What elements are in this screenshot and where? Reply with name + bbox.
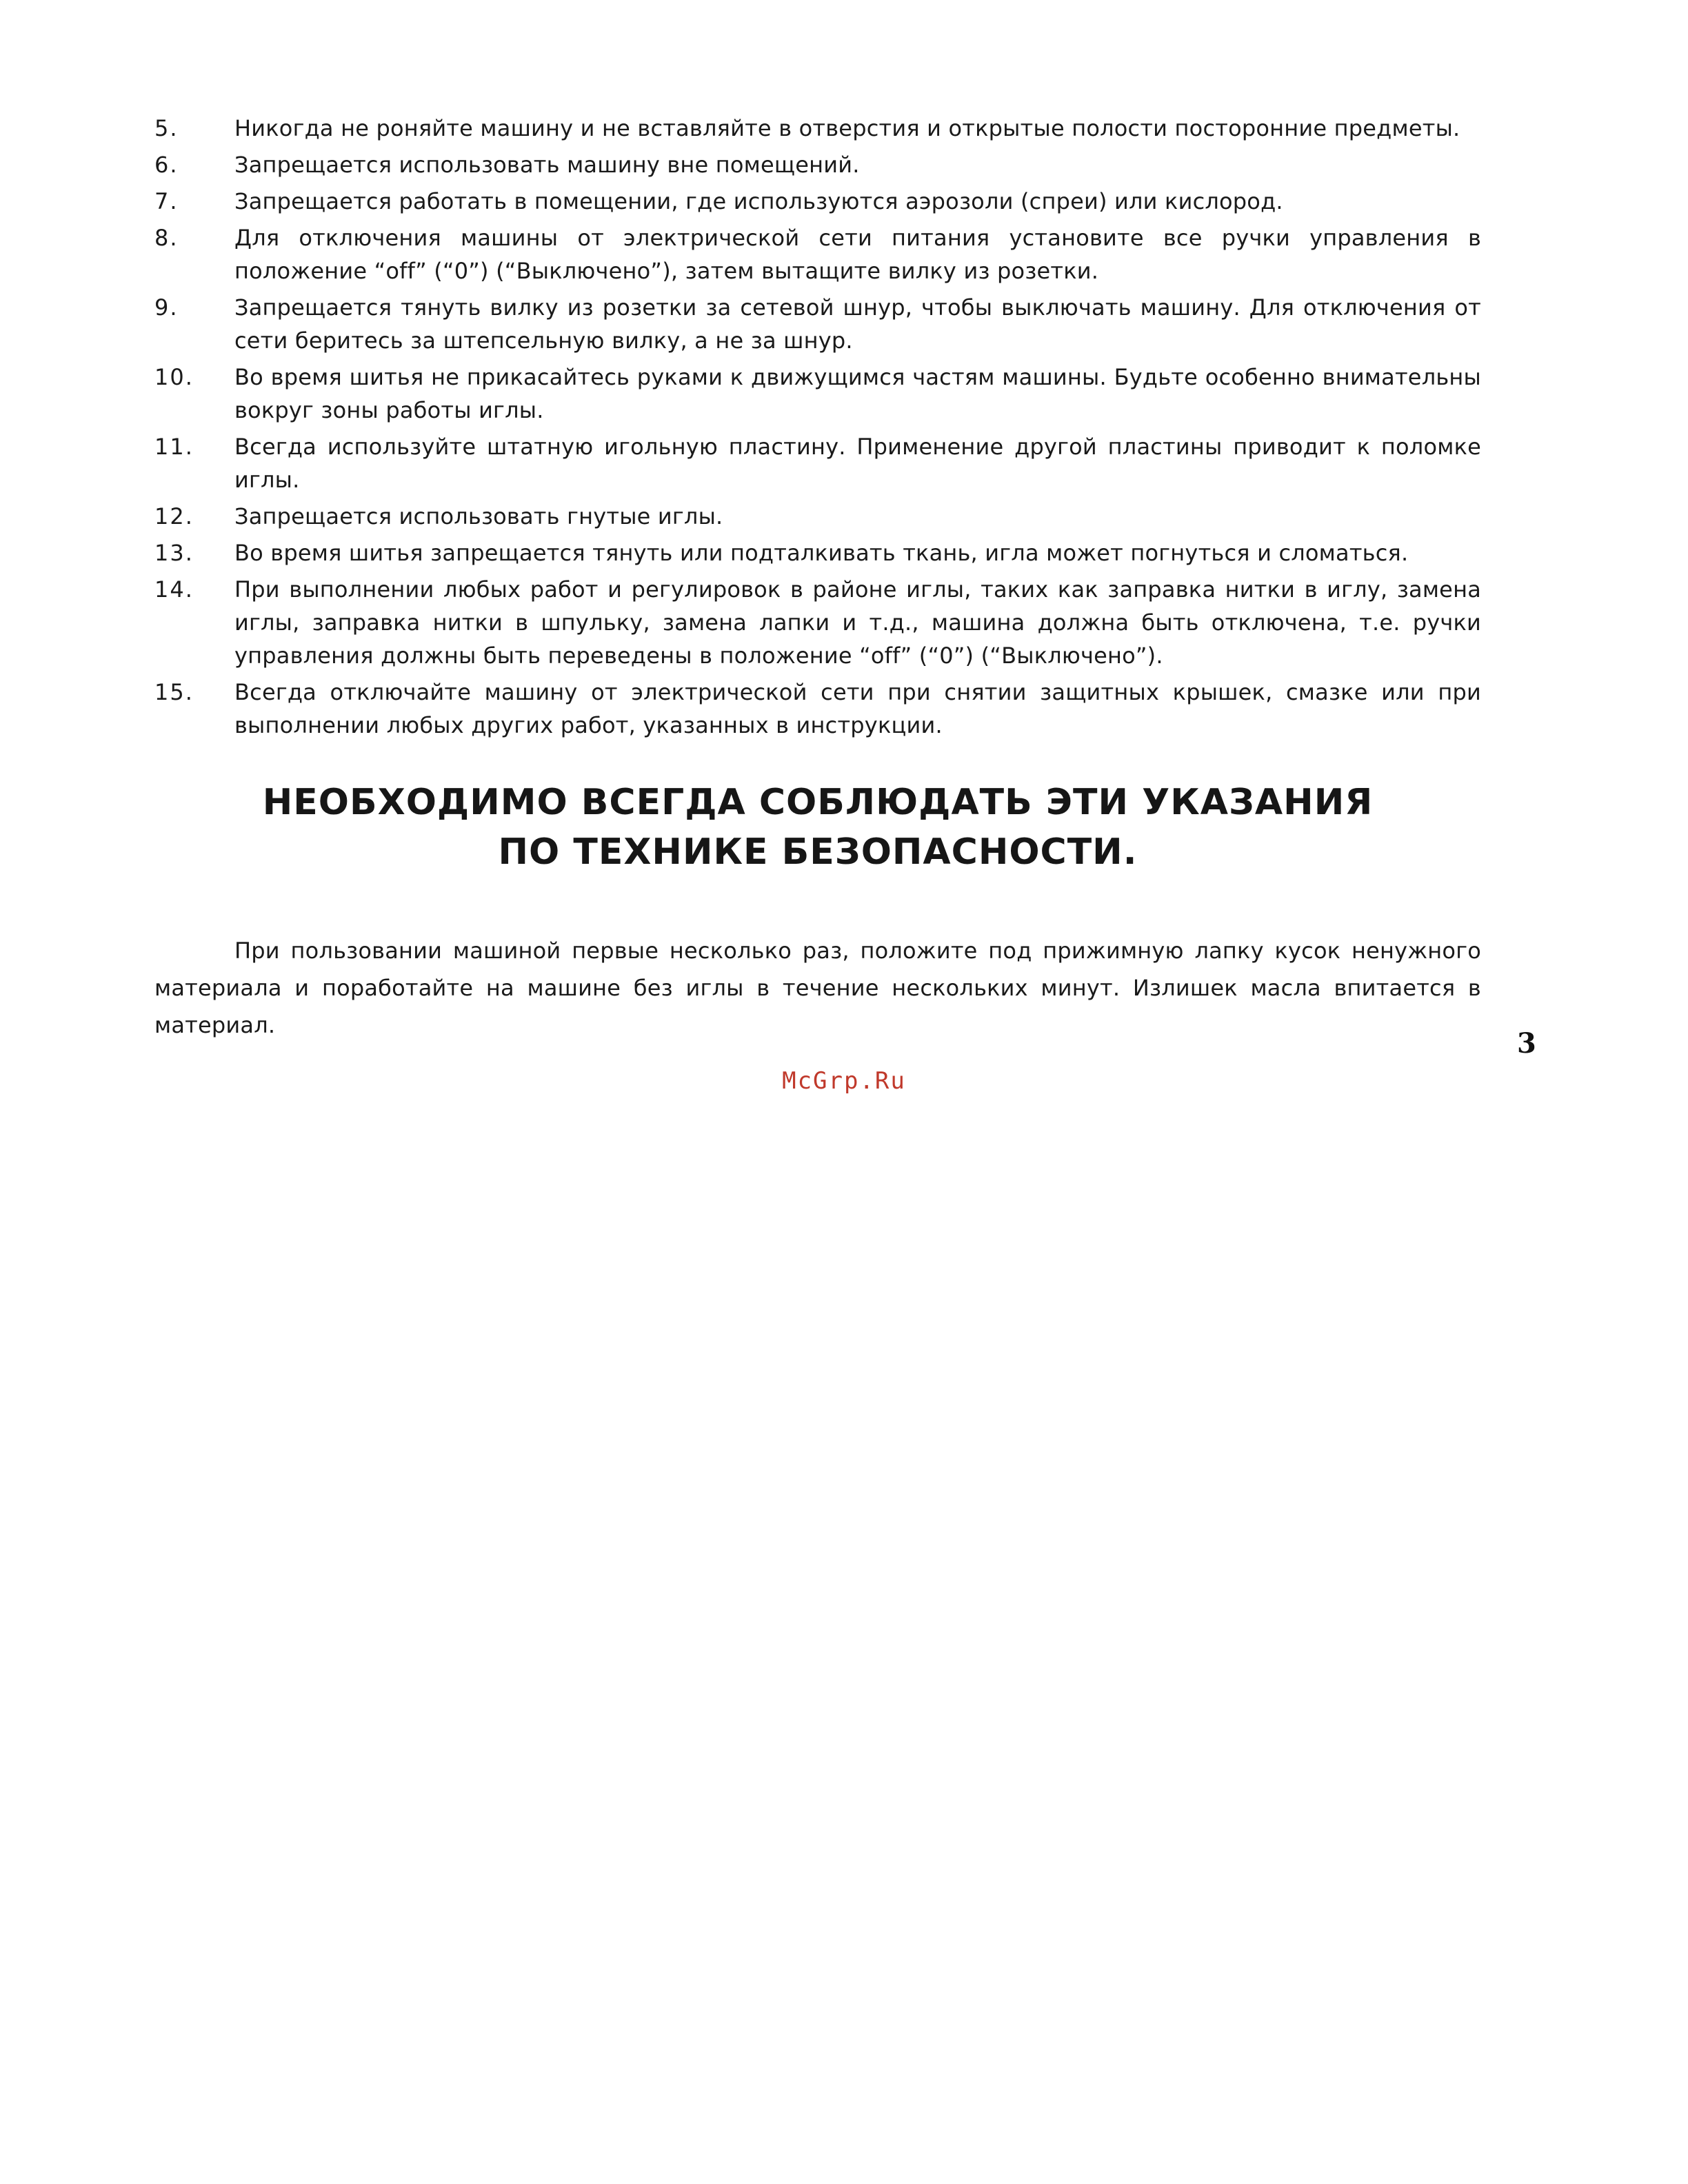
safety-instructions-list <box>154 112 1481 745</box>
list-item <box>154 361 1481 427</box>
item-text: Всегда отключайте машину от электрической сети при снятии защитных крышек, смазке или при выполнении любых других работ, указанных в инструкции. <box>234 679 1481 738</box>
watermark: McGrp.Ru <box>782 1067 906 1095</box>
first-use-paragraph: При пользовании машиной первые несколько раз, положите под прижимную лапку кусок ненужного материала и поработайте на машине без иглы в течение нескольких минут. Излишек масла впитается в материал. <box>154 938 1481 1038</box>
item-number: 15. <box>154 679 194 705</box>
list-item <box>154 112 1481 145</box>
list-item <box>154 148 1481 181</box>
item-number: 14. <box>154 576 194 603</box>
list-item <box>154 185 1481 218</box>
item-text: Запрещается работать в помещении, где используются аэрозоли (спреи) или кислород. <box>234 188 1283 214</box>
item-text: При выполнении любых работ и регулировок в районе иглы, таких как заправка нитки в иглу, замена иглы, заправка нитки в шпульку, замена лапки и т.д., машина должна быть отключена, т.е. ручки управления должны быть переведены в положение “off” (“0”) (“Выключено”). <box>234 576 1481 669</box>
item-text: Во время шитья запрещается тянуть или подталкивать ткань, игла может погнуться и сломаться. <box>234 540 1409 566</box>
item-number: 5. <box>154 115 179 141</box>
item-text: Для отключения машины от электрической сети питания установите все ручки управления в положение “off” (“0”) (“Выключено”), затем вытащите вилку из розетки. <box>234 225 1481 284</box>
item-number: 11. <box>154 434 194 460</box>
list-item <box>154 676 1481 742</box>
list-item <box>154 536 1481 569</box>
item-number: 6. <box>154 152 179 178</box>
item-text: Запрещается использовать машину вне помещений. <box>234 152 860 178</box>
item-text: Никогда не роняйте машину и не вставляйте в отверстия и открытые полости посторонние предметы. <box>234 115 1460 141</box>
item-number: 12. <box>154 503 194 529</box>
list-item <box>154 573 1481 672</box>
item-number: 8. <box>154 225 179 251</box>
item-number: 13. <box>154 540 194 566</box>
item-text: Во время шитья не прикасайтесь руками к движущимся частям машины. Будьте особенно внимательны вокруг зоны работы иглы. <box>234 364 1481 423</box>
item-text: Запрещается тянуть вилку из розетки за сетевой шнур, чтобы выключать машину. Для отключения от сети беритесь за штепсельную вилку, а не за шнур. <box>234 294 1481 354</box>
list-item <box>154 221 1481 287</box>
list-item <box>154 500 1481 533</box>
item-number: 10. <box>154 364 194 390</box>
list-item <box>154 430 1481 496</box>
heading-line-1: НЕОБХОДИМО ВСЕГДА СОБЛЮДАТЬ ЭТИ УКАЗАНИЯ <box>262 782 1374 823</box>
list-item <box>154 291 1481 357</box>
safety-heading <box>154 778 1481 877</box>
page-number: 3 <box>1517 1027 1536 1060</box>
item-number: 7. <box>154 188 179 214</box>
item-text: Запрещается использовать гнутые иглы. <box>234 503 723 529</box>
item-number: 9. <box>154 294 179 321</box>
heading-line-2: ПО ТЕХНИКЕ БЕЗОПАСНОСТИ. <box>498 831 1138 873</box>
item-text: Всегда используйте штатную игольную пластину. Применение другой пластины приводит к поломке иглы. <box>234 434 1481 493</box>
